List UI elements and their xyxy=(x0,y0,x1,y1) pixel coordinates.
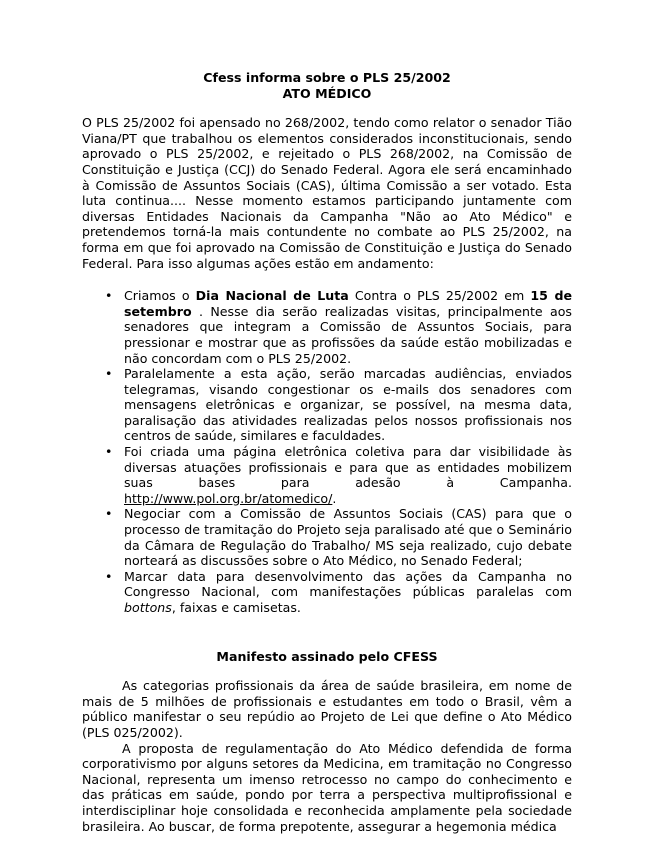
list-item xyxy=(124,288,572,366)
list-item xyxy=(124,366,572,444)
italic-text: bottons xyxy=(124,600,172,615)
manifesto-paragraph-2: A proposta de regulamentação do Ato Médico defendida de forma corporativismo por alguns setores da Medicina, em tramitação no Congresso Nacional, representa um imenso retrocesso no campo do conhecimento e das práticas em saúde, pondo por terra a perspectiva multiprofissional e interdisciplinar hoje consolidada e reconhecida amplamente pela sociedade brasileira. Ao buscar, de forma prepotente, assegurar a hegemonia médica xyxy=(82,740,572,834)
list-item-text: Paralelamente a esta ação, serão marcadas audiências, enviados telegramas, visando congestionar os e-mails dos senadores com mensagens eletrônicas e organizar, se possível, na mesma data, paralisação das atividades realizadas pelos nossos profissionais nos centros de saúde, similares e faculdades. xyxy=(124,366,572,444)
list-item-text: Marcar data para desenvolvimento das ações da Campanha no Congresso Nacional, com manifestações públicas paralelas com xyxy=(124,568,572,600)
actions-list xyxy=(82,288,572,615)
bold-text: 15 de setembro xyxy=(124,288,573,319)
document-title xyxy=(82,70,572,101)
title-line-1: Cfess informa sobre o PLS 25/2002 xyxy=(203,70,451,85)
list-item-text: Contra o PLS 25/2002 em xyxy=(348,288,531,304)
bold-text: Dia Nacional de Luta xyxy=(195,288,349,304)
manifesto-paragraph-1: As categorias profissionais da área de saúde brasileira, em nome de mais de 5 milhões de profissionais e estudantes em todo o Brasil, vêm a público manifestar o seu repúdio ao Projeto de Lei que define o Ato Médico (PLS 025/2002). xyxy=(82,678,572,740)
list-item-text: Criamos o xyxy=(124,288,196,304)
list-item-text: . Nesse dia serão realizadas visitas, principalmente aos senadores que integram a Comissão de Assuntos Sociais, para pressionar e mostrar que as profissões da saúde estão mobilizadas e não concordam com o PLS 25/2002. xyxy=(124,303,572,366)
list-item xyxy=(124,569,572,616)
list-item-text: . xyxy=(332,490,337,506)
list-item-text: Foi criada uma página eletrônica coletiva para dar visibilidade às diversas atuações profissionais e para que as entidades mobilizem suas bases para adesão à Campanha. xyxy=(124,444,572,491)
list-item-text: , faixas e camisetas. xyxy=(171,600,301,615)
intro-paragraph: O PLS 25/2002 foi apensado no 268/2002, tendo como relator o senador Tião Viana/PT que trabalhou os elementos considerados inconstitucionais, sendo aprovado o PLS 25/2002, e rejeitado o PLS 268/2002, na Comissão de Constituição e Justiça (CCJ) do Senado Federal. Agora ele será encaminhado à Comissão de Assuntos Sociais (CAS), última Comissão a ser votado. Esta luta continua.... Nesse momento estamos participando juntamente com diversas Entidades Nacionais da Campanha "Não ao Ato Médico" e pretendemos torná-la mais contundente no combate ao PLS 25/2002, na forma em que foi aprovado na Comissão de Constituição e Justiça do Senado Federal. Para isso algumas ações estão em andamento: xyxy=(82,115,572,271)
title-line-2: ATO MÉDICO xyxy=(282,85,372,101)
list-item-text: Negociar com a Comissão de Assuntos Sociais (CAS) para que o processo de tramitação do Projeto seja paralisado até que o Seminário da Câmara de Regulação do Trabalho/ MS seja realizado, cujo debate norteará as discussões sobre o Ato Médico, no Senado Federal; xyxy=(124,506,572,569)
list-item xyxy=(124,506,572,568)
atomedico-link[interactable]: http://www.pol.org.br/atomedico/ xyxy=(124,490,333,506)
manifesto-title: Manifesto assinado pelo CFESS xyxy=(216,648,438,664)
list-item xyxy=(124,444,572,506)
